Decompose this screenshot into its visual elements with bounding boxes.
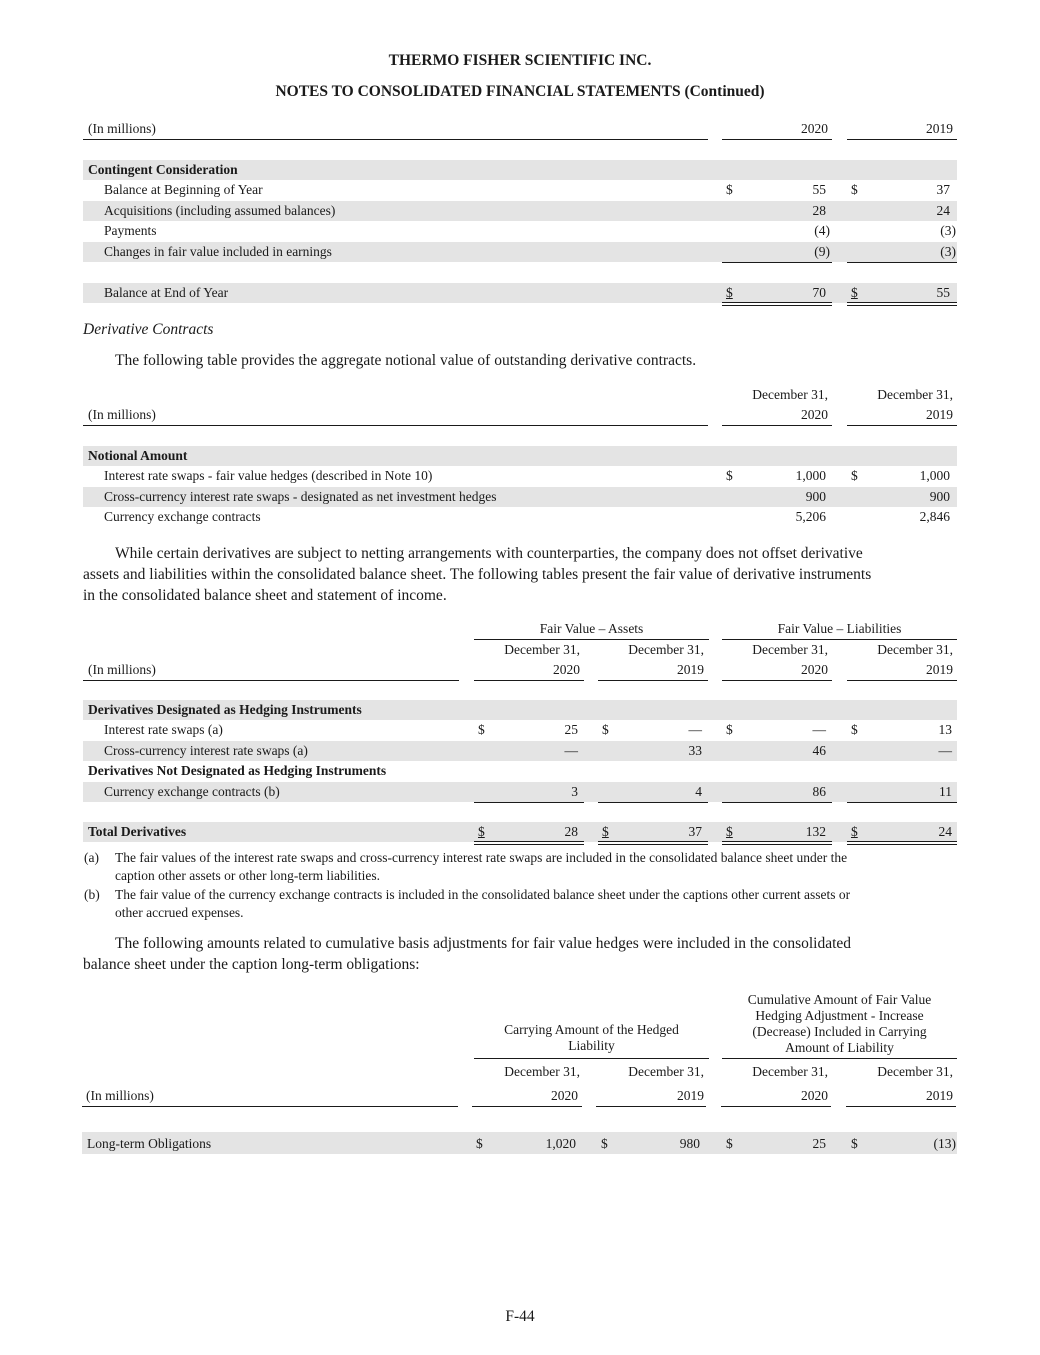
currency-symbol: $ xyxy=(726,1136,733,1151)
currency-symbol: $ xyxy=(478,824,485,839)
table-row-label: Currency exchange contracts (b) xyxy=(104,784,280,799)
cell-2019: 1,000 xyxy=(919,468,950,483)
group-header-assets: Fair Value – Assets xyxy=(539,621,644,636)
col-header-top: December 31, xyxy=(628,642,704,657)
col-header-year: 2019 xyxy=(677,1088,704,1103)
page-subtitle: NOTES TO CONSOLIDATED FINANCIAL STATEMENTS (Continued) xyxy=(275,83,765,100)
section-heading: Contingent Consideration xyxy=(88,162,238,177)
group-header-line: (Decrease) Included in Carrying xyxy=(752,1024,927,1039)
cell: 4 xyxy=(695,784,702,799)
section-heading-derivatives: Derivative Contracts xyxy=(83,321,214,338)
cell-2020: (4) xyxy=(814,223,830,238)
cell-2020: 1,000 xyxy=(795,468,826,483)
col-header-year: 2020 xyxy=(553,662,580,677)
col-header-top: December 31, xyxy=(504,642,580,657)
currency-symbol: $ xyxy=(851,722,858,737)
currency-symbol: $ xyxy=(602,722,609,737)
paragraph: in the consolidated balance sheet and statement of income. xyxy=(83,587,447,604)
table-row-label: Balance at Beginning of Year xyxy=(104,182,263,197)
currency-symbol: $ xyxy=(851,285,858,300)
unit-label: (In millions) xyxy=(88,662,156,677)
col-header-year: 2020 xyxy=(801,1088,828,1103)
cell: 33 xyxy=(688,743,702,758)
paragraph: The following table provides the aggregate notional value of outstanding derivative contracts. xyxy=(115,352,697,369)
cell-2019: 900 xyxy=(929,489,950,504)
cell: 13 xyxy=(938,722,952,737)
col-header-year: 2020 xyxy=(551,1088,578,1103)
currency-symbol: $ xyxy=(851,1136,858,1151)
table-row-label: Interest rate swaps - fair value hedges (described in Note 10) xyxy=(104,468,433,483)
unit-label: (In millions) xyxy=(88,121,156,136)
cell: — xyxy=(812,722,826,737)
currency-symbol: $ xyxy=(601,1136,608,1151)
total-row-label: Total Derivatives xyxy=(88,824,187,839)
cell: 25 xyxy=(564,722,578,737)
currency-symbol: $ xyxy=(726,468,733,483)
col-header-year: 2019 xyxy=(677,662,704,677)
unit-label: (In millions) xyxy=(86,1088,154,1103)
total-cell: 37 xyxy=(688,824,702,839)
col-header-2019: 2019 xyxy=(926,121,953,136)
group-header-line: Hedging Adjustment - Increase xyxy=(755,1008,924,1023)
footnote-marker: (a) xyxy=(84,850,99,865)
total-row-label: Balance at End of Year xyxy=(104,285,229,300)
section-heading: Derivatives Not Designated as Hedging Instruments xyxy=(88,763,387,778)
cell-2019: 24 xyxy=(936,203,950,218)
unit-label: (In millions) xyxy=(88,407,156,422)
col-header-top: December 31, xyxy=(752,1064,828,1079)
col-header-2020: 2020 xyxy=(801,407,828,422)
table-row-label: Cross-currency interest rate swaps (a) xyxy=(104,743,308,758)
group-header-liabilities: Fair Value – Liabilities xyxy=(777,621,902,636)
col-header-top: December 31, xyxy=(504,1064,580,1079)
table-row-label: Acquisitions (including assumed balances) xyxy=(104,203,336,218)
table-row-label: Changes in fair value included in earnings xyxy=(104,244,332,259)
currency-symbol: $ xyxy=(478,722,485,737)
col-header-year: 2020 xyxy=(801,662,828,677)
col-header-year: 2019 xyxy=(926,1088,953,1103)
cell: 3 xyxy=(571,784,578,799)
cell: 1,020 xyxy=(545,1136,576,1151)
footnote-text: The fair value of the currency exchange contracts is included in the consolidated balance sheet under the captions other current assets or xyxy=(115,887,851,902)
group-header-line: Liability xyxy=(568,1038,615,1053)
col-header-top: December 31, xyxy=(752,387,828,402)
currency-symbol: $ xyxy=(726,824,733,839)
paragraph: The following amounts related to cumulative basis adjustments for fair value hedges were included in the consolidated xyxy=(115,935,852,952)
paragraph: assets and liabilities within the consolidated balance sheet. The following tables present the fair value of derivative instruments xyxy=(83,566,872,583)
group-header xyxy=(474,1022,709,1054)
cell: (13) xyxy=(933,1136,956,1151)
section-heading: Derivatives Designated as Hedging Instruments xyxy=(88,702,362,717)
currency-symbol: $ xyxy=(476,1136,483,1151)
cell: 25 xyxy=(812,1136,826,1151)
col-header-top: December 31, xyxy=(628,1064,704,1079)
cell-2019: (3) xyxy=(940,244,956,259)
cell-2019: 37 xyxy=(936,182,950,197)
cell: 86 xyxy=(812,784,826,799)
total-2019: 55 xyxy=(936,285,950,300)
currency-symbol: $ xyxy=(851,468,858,483)
total-2020: 70 xyxy=(812,285,826,300)
company-name: THERMO FISHER SCIENTIFIC INC. xyxy=(388,52,652,69)
table-row-label: Cross-currency interest rate swaps - designated as net investment hedges xyxy=(104,489,497,504)
cell-2020: (9) xyxy=(814,244,830,259)
currency-symbol: $ xyxy=(726,722,733,737)
currency-symbol: $ xyxy=(602,824,609,839)
cell-2020: 55 xyxy=(812,182,826,197)
cell-2019: (3) xyxy=(940,223,956,238)
group-header-line: Amount of Liability xyxy=(785,1040,894,1055)
group-header-line: Carrying Amount of the Hedged xyxy=(504,1022,679,1037)
paragraph: While certain derivatives are subject to netting arrangements with counterparties, the company does not offset derivative xyxy=(115,545,863,562)
footnote-text: other accrued expenses. xyxy=(115,905,244,920)
col-header-top: December 31, xyxy=(877,1064,953,1079)
cell-2020: 28 xyxy=(812,203,826,218)
table-row-label: Payments xyxy=(104,223,157,238)
group-header-line: Cumulative Amount of Fair Value xyxy=(747,992,932,1007)
cell: — xyxy=(688,722,702,737)
currency-symbol: $ xyxy=(726,285,733,300)
section-heading: Notional Amount xyxy=(88,448,188,463)
cell: 11 xyxy=(939,784,952,799)
footnote-text: caption other assets or other long-term liabilities. xyxy=(115,868,381,883)
col-header-top: December 31, xyxy=(877,387,953,402)
group-header xyxy=(722,992,957,1056)
col-header-2020: 2020 xyxy=(801,121,828,136)
cell: 980 xyxy=(679,1136,700,1151)
currency-symbol: $ xyxy=(851,182,858,197)
total-cell: 24 xyxy=(938,824,952,839)
cell: — xyxy=(938,743,952,758)
col-header-year: 2019 xyxy=(926,662,953,677)
cell: — xyxy=(564,743,578,758)
cell-2019: 2,846 xyxy=(919,509,950,524)
page-number: F-44 xyxy=(505,1308,535,1325)
col-header-top: December 31, xyxy=(877,642,953,657)
footnote-marker: (b) xyxy=(84,887,100,902)
table-row-label: Interest rate swaps (a) xyxy=(104,722,223,737)
cell: 46 xyxy=(812,743,826,758)
currency-symbol: $ xyxy=(726,182,733,197)
paragraph: balance sheet under the caption long-term obligations: xyxy=(83,956,420,973)
total-cell: 28 xyxy=(564,824,578,839)
col-header-top: December 31, xyxy=(752,642,828,657)
total-cell: 132 xyxy=(805,824,826,839)
table-row-label: Currency exchange contracts xyxy=(104,509,261,524)
cell-2020: 900 xyxy=(805,489,826,504)
cell-2020: 5,206 xyxy=(795,509,826,524)
footnote-text: The fair values of the interest rate swaps and cross-currency interest rate swaps are included in the consolidated balance sheet under the xyxy=(115,850,848,865)
col-header-2019: 2019 xyxy=(926,407,953,422)
currency-symbol: $ xyxy=(851,824,858,839)
table-row-label: Long-term Obligations xyxy=(87,1136,212,1151)
